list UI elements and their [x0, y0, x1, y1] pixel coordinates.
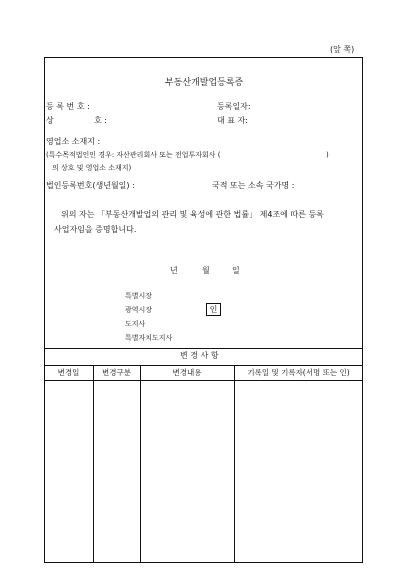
- changes-column-content: 변경내용: [172, 368, 202, 377]
- registration-date-label: 등록일자:: [217, 102, 251, 111]
- changes-column-recorder: 기록일 및 기록자(서명 또는 인): [247, 368, 350, 377]
- changes-title-rule: [44, 365, 363, 366]
- issuer-special-self-governing-governor: 특별자치도지사: [125, 334, 173, 342]
- issuer-metropolitan-mayor: 광역시장: [125, 306, 153, 314]
- certification-line-1: 위의 자는 「부동산개발업의 관리 및 육성에 관한 법률」 제4조에 따른 등록: [61, 210, 324, 219]
- changes-column-divider-2: [140, 365, 141, 563]
- office-location-label: 영업소 소재지 :: [46, 137, 101, 146]
- changes-column-divider-3: [234, 365, 235, 563]
- date-year-label: 년: [170, 266, 178, 275]
- registration-number-label: 등 록 번 호 :: [46, 102, 90, 111]
- form-side-label: (앞 쪽): [330, 45, 355, 54]
- special-purpose-note: (특수목적법인인 경우: 자산관리회사 또는 전업투자회사 (: [46, 151, 221, 159]
- date-month-label: 월: [202, 266, 210, 275]
- seal-box: 인: [206, 303, 221, 316]
- changes-column-divider-1: [93, 365, 94, 563]
- date-day-label: 일: [232, 266, 240, 275]
- changes-column-date: 변경일: [57, 368, 80, 377]
- changes-column-type: 변경구분: [102, 368, 131, 377]
- trade-name-label: 상: [46, 116, 54, 125]
- special-purpose-note-line2: 의 상호 및 영업소 소재지): [52, 164, 132, 172]
- certification-line-2: 사업자임을 증명합니다.: [54, 225, 137, 234]
- changes-title: 변 경 사 항: [180, 351, 219, 360]
- changes-header-rule: [44, 380, 363, 381]
- trade-name-label-suffix: 호 :: [94, 116, 107, 125]
- nationality-label: 국적 또는 소속 국가명 :: [212, 181, 295, 190]
- issuer-special-city-mayor: 특별시장: [125, 292, 153, 300]
- certificate-frame: [44, 57, 363, 563]
- certificate-title: 부동산개발업등록증: [165, 78, 244, 88]
- changes-top-rule: [44, 348, 363, 349]
- corp-registration-number-label: 법인등록번호(생년월일) :: [46, 181, 135, 190]
- issuer-governor: 도지사: [125, 320, 146, 328]
- representative-label: 대 표 자:: [217, 116, 248, 125]
- special-purpose-note-close: ): [326, 151, 329, 159]
